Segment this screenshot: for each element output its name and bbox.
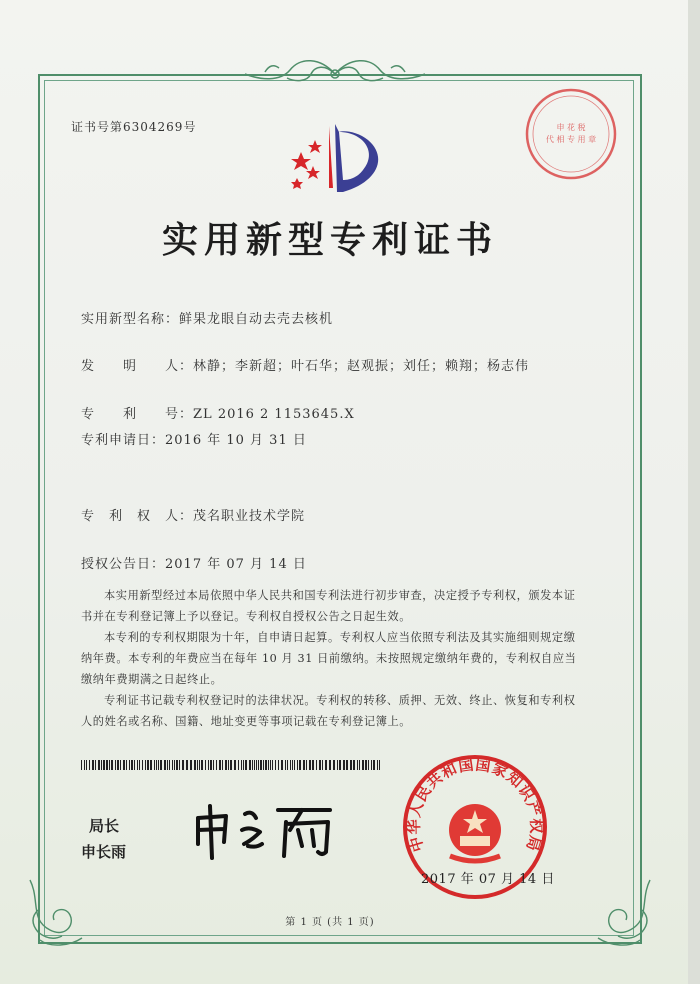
field-label: 发 明 人： [81, 359, 194, 374]
scan-edge [688, 0, 700, 984]
field-grant-date [81, 553, 307, 572]
corner-ornament-bottom-right-icon [590, 870, 660, 950]
field-label: 专 利 权 人： [81, 509, 194, 524]
barcode-icon [81, 760, 381, 770]
corner-ornament-bottom-left-icon [20, 870, 90, 950]
svg-text:代 相 专 用 章: 代 相 专 用 章 [545, 135, 597, 144]
paragraph-grant-notice: 本实用新型经过本局依照中华人民共和国专利法进行初步审查，决定授予专利权，颁发本证书并在专利登记簿上予以登记。专利权自授权公告之日起生效。 [81, 589, 576, 623]
field-value: 2016 年 10 月 31 日 [165, 433, 307, 448]
director-title: 局长 [89, 817, 120, 835]
field-utility-model-name [81, 308, 333, 327]
field-patentee [81, 505, 305, 524]
page-title: 实用新型专利证书 [161, 219, 498, 261]
director-name: 申长雨 [81, 843, 127, 861]
field-patent-number [81, 403, 355, 422]
field-label: 实用新型名称： [81, 312, 180, 327]
field-label: 专 利 号： [81, 407, 194, 422]
paragraph-term-notice: 本专利的专利权期限为十年，自申请日起算。专利权人应当依照专利法及其实施细则规定缴纳年费。本专利的年费应当在每年 10 月 31 日前缴纳。未按照规定缴纳年费的，专利权自应当缴纳年费期满之日起终止。 [81, 631, 577, 686]
field-inventors [81, 355, 529, 374]
field-application-date [81, 429, 307, 448]
field-label: 授权公告日： [81, 557, 166, 572]
field-value: 2017 年 07 月 14 日 [165, 557, 307, 572]
top-ornament-icon [235, 52, 435, 92]
paragraph-legal-status: 专利证书记载专利权登记时的法律状况。专利权的转移、质押、无效、终止、恢复和专利权人的姓名或名称、国籍、地址变更等事项记载在专利登记簿上。 [81, 694, 576, 728]
agency-seal-icon [521, 84, 621, 184]
page-footer: 第 1 页 (共 1 页) [285, 917, 375, 928]
patent-office-logo-icon [283, 122, 388, 194]
field-value: 林静；李新超；叶石华；赵观振；刘任；赖翔；杨志伟 [193, 359, 530, 374]
svg-text:中华人民共和国国家知识产权局: 中华人民共和国国家知识产权局 [404, 755, 546, 854]
field-value: 茂名职业技术学院 [193, 509, 306, 524]
field-value: ZL 2016 2 1153645.X [193, 407, 355, 422]
certificate-number: 证书号第6304269号 [71, 120, 197, 134]
director-signature-icon [190, 800, 340, 860]
issue-date: 2017 年 07 月 14 日 [421, 872, 555, 887]
field-label: 专利申请日： [81, 433, 166, 448]
field-value: 鲜果龙眼自动去壳去核机 [179, 312, 334, 327]
svg-text:申 花 税: 申 花 税 [556, 123, 586, 132]
